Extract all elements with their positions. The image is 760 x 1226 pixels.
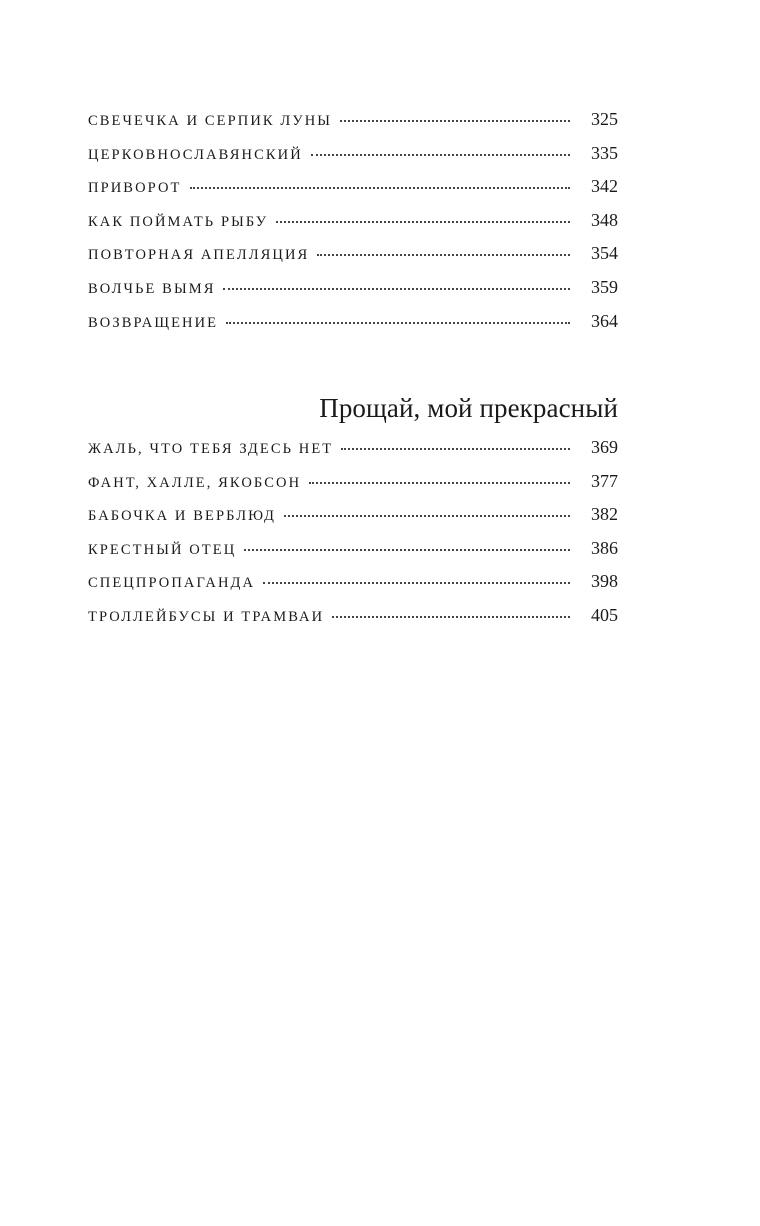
toc-entry-page: 354 bbox=[591, 243, 618, 264]
dot-leader bbox=[309, 482, 570, 484]
section-title: Прощай, мой прекрасный bbox=[319, 393, 618, 423]
toc-entry[interactable] bbox=[88, 603, 618, 637]
toc-section-1 bbox=[88, 107, 618, 342]
toc-section-2 bbox=[88, 390, 618, 637]
toc-entry-title: КАК ПОЙМАТЬ РЫБУ bbox=[88, 213, 269, 230]
dot-leader bbox=[341, 448, 570, 450]
toc-entry[interactable] bbox=[88, 536, 618, 570]
toc-entry-title: ФАНТ, ХАЛЛЕ, ЯКОБСОН bbox=[88, 474, 302, 491]
toc-entry-title: ЖАЛЬ, ЧТО ТЕБЯ ЗДЕСЬ НЕТ bbox=[88, 441, 334, 457]
dot-leader bbox=[223, 288, 570, 290]
toc-list bbox=[88, 435, 618, 637]
toc-entry-title: ПОВТОРНАЯ АПЕЛЛЯЦИЯ bbox=[88, 247, 310, 264]
toc-entry[interactable] bbox=[88, 107, 618, 141]
toc-entry-title: ВОЗВРАЩЕНИЕ bbox=[88, 314, 219, 331]
toc-list bbox=[88, 107, 618, 342]
toc-entry-title: ТРОЛЛЕЙБУСЫ И ТРАМВАИ bbox=[88, 608, 325, 625]
toc-entry[interactable] bbox=[88, 502, 618, 536]
dot-leader bbox=[244, 549, 570, 551]
toc-entry-title: СПЕЦПРОПАГАНДА bbox=[88, 575, 256, 592]
toc-entry-page: 386 bbox=[591, 537, 618, 558]
toc-entry-title: БАБОЧКА И ВЕРБЛЮД bbox=[88, 508, 277, 525]
toc-entry-page: 405 bbox=[591, 604, 618, 625]
toc-entry[interactable] bbox=[88, 435, 618, 469]
dot-leader bbox=[226, 322, 570, 324]
toc-entry[interactable] bbox=[88, 208, 618, 242]
toc-entry-page: 382 bbox=[591, 504, 618, 525]
toc-entry-page: 377 bbox=[591, 470, 618, 491]
toc-entry-title: ПРИВОРОТ bbox=[88, 180, 182, 197]
toc-entry-page: 348 bbox=[591, 209, 618, 230]
dot-leader bbox=[332, 616, 570, 618]
dot-leader bbox=[311, 154, 570, 156]
toc-entry-page: 342 bbox=[591, 176, 618, 197]
dot-leader bbox=[263, 582, 570, 584]
dot-leader bbox=[340, 120, 570, 122]
toc-entry-page: 364 bbox=[591, 310, 618, 331]
toc-entry-page: 325 bbox=[591, 109, 618, 129]
dot-leader bbox=[190, 187, 570, 189]
toc-entry-title: ВОЛЧЬЕ ВЫМЯ bbox=[88, 280, 216, 297]
toc-entry[interactable] bbox=[88, 241, 618, 275]
toc-entry[interactable] bbox=[88, 569, 618, 603]
toc-entry-title: СВЕЧЕЧКА И СЕРПИК ЛУНЫ bbox=[88, 113, 333, 129]
toc-entry[interactable] bbox=[88, 309, 618, 343]
toc-entry[interactable] bbox=[88, 174, 618, 208]
toc-entry-page: 398 bbox=[591, 571, 618, 592]
toc-entry-page: 359 bbox=[591, 276, 618, 297]
toc-entry-title: ЦЕРКОВНОСЛАВЯНСКИЙ bbox=[88, 146, 303, 163]
dot-leader bbox=[276, 221, 570, 223]
toc-entry[interactable] bbox=[88, 469, 618, 503]
toc-entry-page: 369 bbox=[591, 437, 618, 457]
dot-leader bbox=[284, 515, 570, 517]
toc-entry[interactable] bbox=[88, 141, 618, 175]
dot-leader bbox=[317, 254, 570, 256]
toc-entry-title: КРЕСТНЫЙ ОТЕЦ bbox=[88, 541, 237, 558]
toc-entry[interactable] bbox=[88, 275, 618, 309]
toc-entry-page: 335 bbox=[591, 142, 618, 163]
